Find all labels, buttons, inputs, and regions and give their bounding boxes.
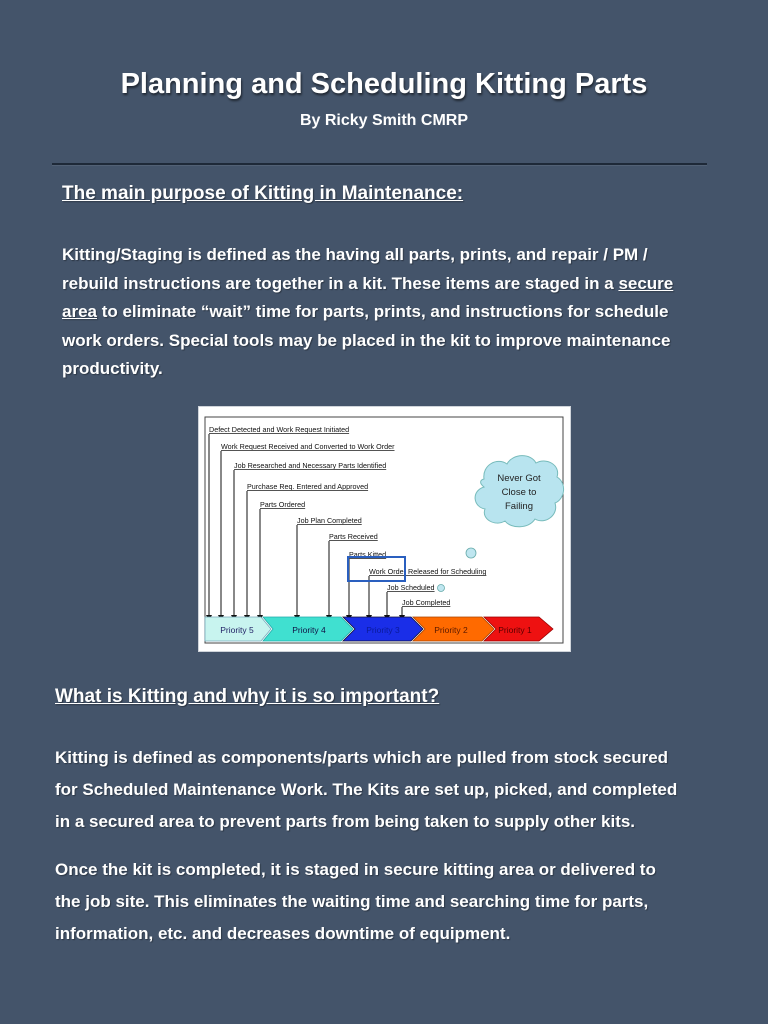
- header-divider: [52, 163, 707, 165]
- paragraph-line: the job site. This eliminates the waiting time and searching time for parts,: [55, 892, 649, 911]
- purpose-line: work orders. Special tools may be placed in the kit to improve maintenance: [62, 330, 671, 350]
- event-label: Parts Ordered: [260, 500, 306, 509]
- purpose-paragraph: [62, 241, 673, 384]
- paragraph-line: Once the kit is completed, it is staged in secure kitting area or delivered to: [55, 860, 656, 879]
- event-label: Work Request Received and Converted to Work Order: [221, 442, 395, 451]
- priority-label: Priority 5: [220, 625, 254, 635]
- priority-label: Priority 2: [434, 625, 468, 635]
- document-title: Planning and Scheduling Kitting Parts: [120, 68, 648, 100]
- event-label: Parts Received: [329, 532, 378, 541]
- purpose-line-text: rebuild instructions are together in a kit. These items are staged in a: [62, 273, 619, 293]
- paragraph-line: for Scheduled Maintenance Work. The Kits are set up, picked, and completed: [55, 780, 678, 799]
- paragraph-line: information, etc. and decreases downtime of equipment.: [55, 924, 511, 943]
- purpose-line: [62, 270, 673, 299]
- kit-staging-paragraph: [55, 854, 656, 950]
- bubble-large: [466, 548, 476, 558]
- cloud-line: Never Got: [497, 473, 541, 484]
- cloud-line: Close to: [501, 487, 537, 498]
- paragraph-line: Kitting is defined as components/parts which are pulled from stock secured: [55, 748, 669, 767]
- paragraph-line: in a secured area to prevent parts from being taken to supply other kits.: [55, 812, 636, 831]
- secure-area-underlined: secure: [618, 273, 674, 293]
- purpose-line-text: to eliminate “wait” time for parts, prints, and instructions for schedule: [96, 302, 669, 321]
- event-label: Job Researched and Necessary Parts Identified: [234, 461, 387, 470]
- event-label: Job Completed: [402, 598, 451, 607]
- event-label: Purchase Req. Entered and Approved: [247, 482, 369, 491]
- purpose-line: [62, 298, 673, 327]
- priority-arrows: [205, 617, 553, 641]
- event-label: Defect Detected and Work Request Initiated: [209, 425, 350, 434]
- diagram-svg: [199, 407, 570, 651]
- purpose-line: productivity.: [62, 359, 163, 378]
- event-label: Job Plan Completed: [297, 516, 362, 525]
- priority-label: Priority 4: [292, 625, 326, 635]
- event-label: Job Scheduled: [387, 583, 435, 592]
- priority-label: Priority 3: [366, 625, 400, 635]
- priority-label: Priority 1: [498, 625, 532, 635]
- event-label: Work Order Released for Scheduling: [369, 567, 487, 576]
- event-label: Parts Kitted: [349, 550, 387, 559]
- kitting-definition-paragraph: [55, 742, 677, 838]
- author-byline: By Ricky Smith CMRP: [299, 112, 469, 129]
- section-heading-purpose: The main purpose of Kitting in Maintenance:: [62, 183, 464, 204]
- secure-area-underlined: area: [62, 302, 97, 321]
- never-failed-cloud: [475, 456, 563, 527]
- cloud-line: Failing: [505, 501, 533, 512]
- pf-curve-diagram: [198, 406, 571, 652]
- purpose-line: Kitting/Staging is defined as the having all parts, prints, and repair / PM /: [62, 245, 648, 264]
- bubble-small: [438, 585, 445, 592]
- section-heading-importance: What is Kitting and why it is so important?: [55, 686, 440, 707]
